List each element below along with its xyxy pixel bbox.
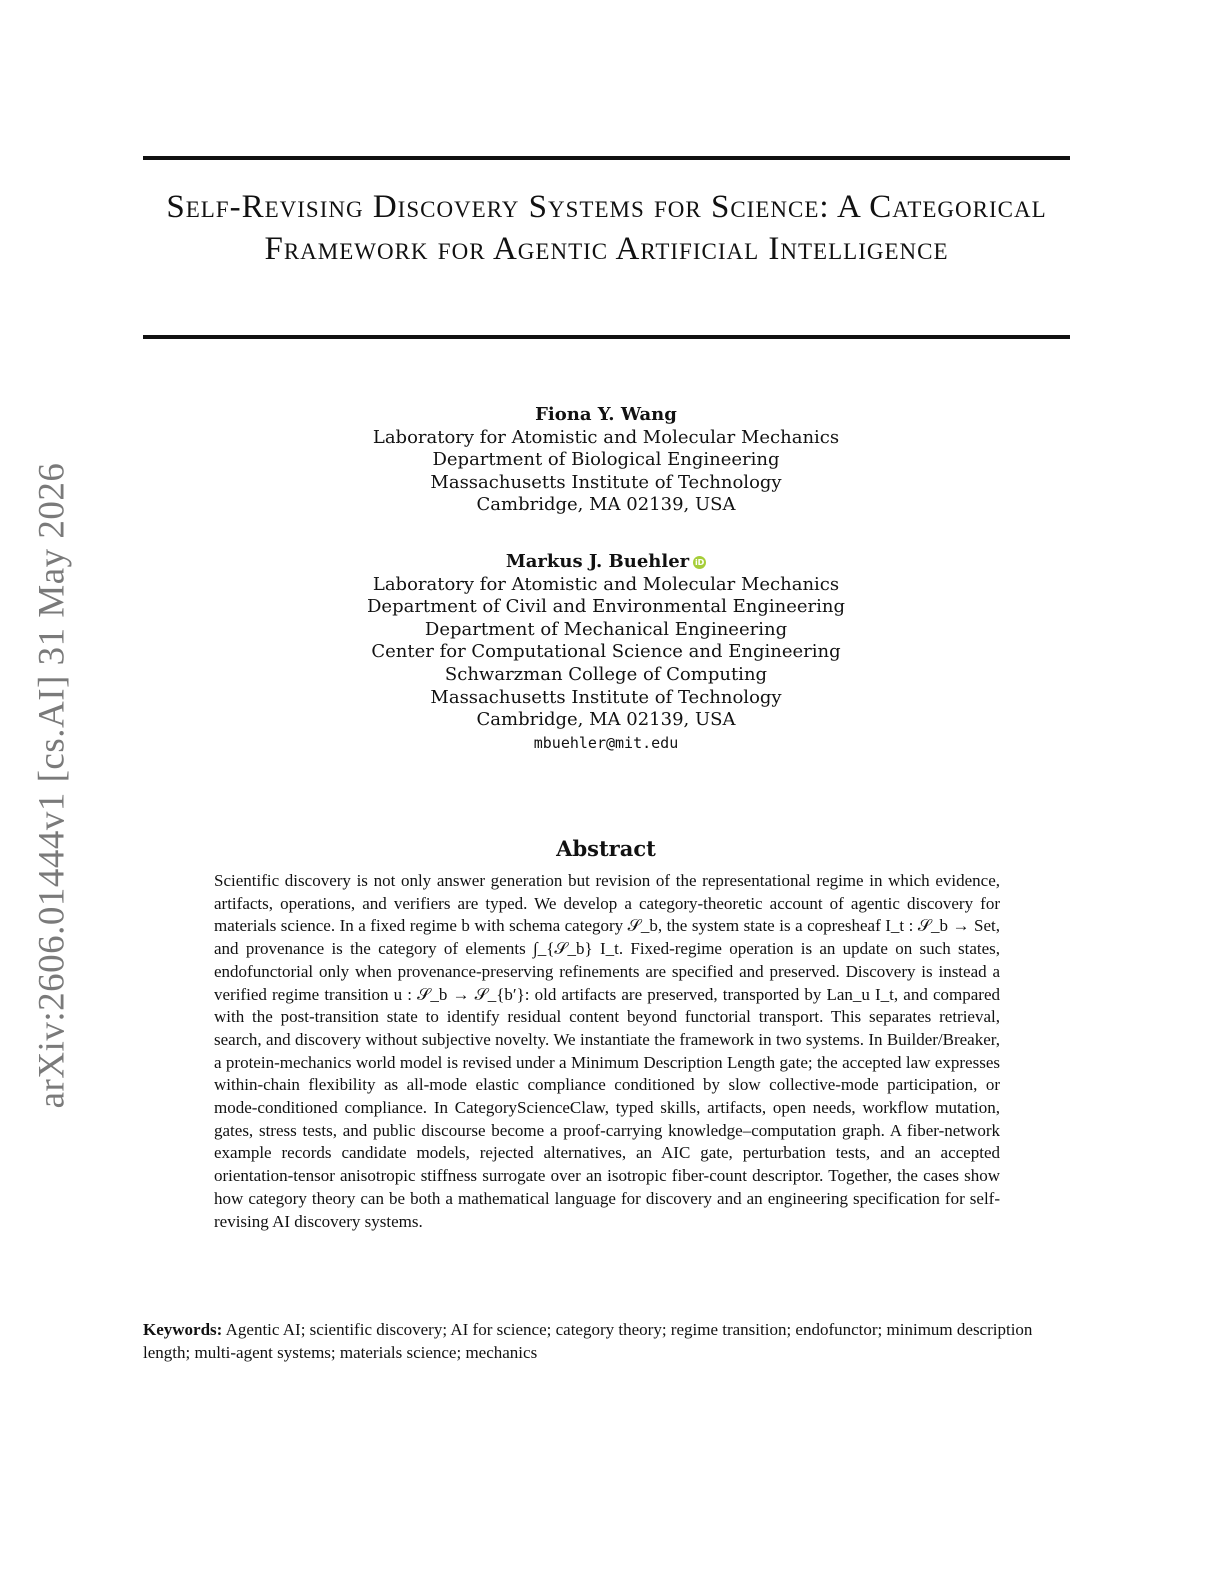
author-block-wang [306,404,906,517]
abstract-heading: Abstract [556,836,656,861]
author-name: Fiona Y. Wang [535,404,677,425]
author-block-buehler [306,551,906,754]
affiliation-line: Laboratory for Atomistic and Molecular Mechanics [372,573,840,595]
affiliation-line: Department of Mechanical Engineering [424,618,788,640]
affiliation-line: Center for Computational Science and Engineering [371,641,841,663]
paper-title: Self-Revising Discovery Systems for Science: A Categorical Framework for Agentic Artificial Intelligence [166,189,1047,267]
author-name: Markus J. Buehler [505,551,690,572]
abstract-text: Scientific discovery is not only answer generation but revision of the representational regime in which evidence, artifacts, operations, and verifiers are typed. We develop a category-theoretic account of agentic discovery for materials science. In a fixed regime b with schema category 𝒮_b, the system state is a copresheaf I_t : 𝒮_b → Set, and provenance is the category of elements ∫_{𝒮_b} I_t. Fixed-regime operation is an update on such states, endofunctorial only when provenance-preserving refinements are specified and preserved. Discovery is instead a verified regime transition u : 𝒮_b → 𝒮_{b′}: old artifacts are preserved, transported by Lan_u I_t, and compared with the post-transition state to identify residual content beyond functorial transport. This separates retrieval, search, and discovery without subjective novelty. We instantiate the framework in two systems. In Builder/Breaker, a protein-mechanics world model is revised under a Minimum Description Length gate; the accepted law expresses within-chain flexibility as all-mode elastic compliance conditioned by slow collective-mode participation, or mode-conditioned compliance. In CategoryScienceClaw, typed skills, artifacts, open needs, workflow mutation, gates, stress tests, and public discourse become a proof-carrying knowledge–computation graph. A fiber-network example records candidate models, rejected alternatives, an AIC gate, perturbation tests, and an accepted orientation-tensor anisotropic stiffness surrogate over an isotropic fiber-count descriptor. Together, the cases show how category theory can be both a mathematical language for discovery and an engineering specification for self-revising AI discovery systems. [214,871,1000,1231]
title-rule-top [143,156,1070,160]
keywords-text: Agentic AI; scientific discovery; AI for science; category theory; regime transition; endofunctor; minimum description length; multi-agent systems; materials science; mechanics [143,1320,1033,1362]
keywords-label: Keywords: [143,1320,223,1339]
affiliation-line: Massachusetts Institute of Technology [430,686,782,708]
arxiv-identifier-sidebar [28,435,76,1135]
keywords [143,1318,1078,1364]
orcid-icon[interactable]: iD [694,558,705,567]
title-rule-bottom [143,335,1070,339]
author-email[interactable]: mbuehler@mit.edu [533,733,679,752]
affiliation-line: Cambridge, MA 02139, USA [476,494,736,516]
affiliation-line: Schwarzman College of Computing [444,663,768,685]
affiliation-line: Cambridge, MA 02139, USA [476,709,736,731]
affiliation-line: Laboratory for Atomistic and Molecular Mechanics [372,426,840,448]
affiliation-line: Massachusetts Institute of Technology [430,471,782,493]
arxiv-identifier: arXiv:2606.01444v1 [cs.AI] 31 May 2026 [31,462,73,1108]
affiliation-line: Department of Civil and Environmental Engineering [366,596,845,618]
affiliation-line: Department of Biological Engineering [432,449,780,471]
